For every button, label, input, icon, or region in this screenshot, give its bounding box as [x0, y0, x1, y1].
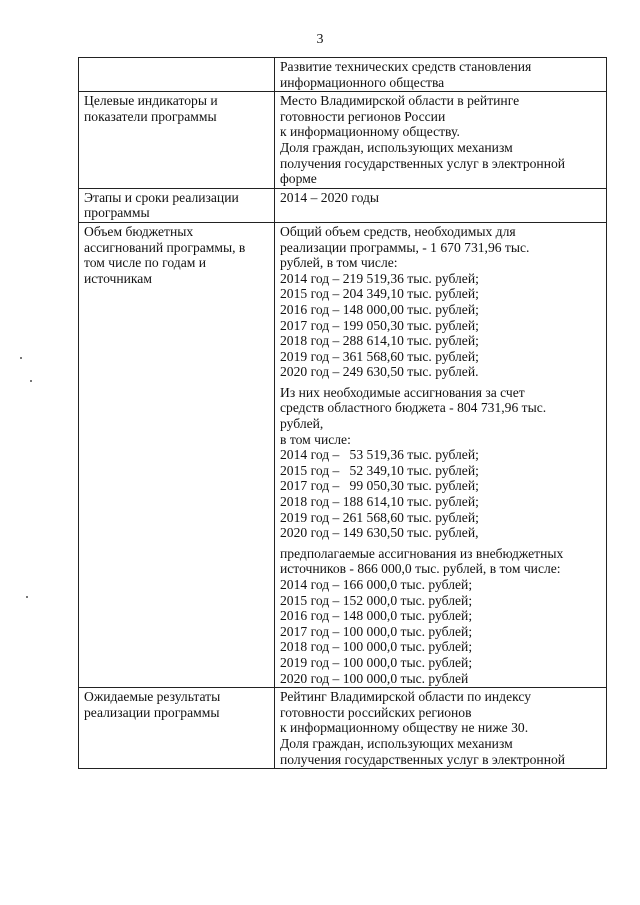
- label-line: Этапы и сроки реализации: [84, 189, 239, 205]
- table-row: [79, 222, 607, 687]
- row-label-cell: [79, 188, 275, 222]
- content-line: форме: [280, 171, 317, 187]
- content-line: 2016 год – 148 000,0 тыс. рублей;: [280, 608, 473, 624]
- label-line: реализации программы: [84, 704, 220, 720]
- row-content-cell: [275, 92, 607, 189]
- scan-speck: [20, 357, 22, 359]
- page-number: 3: [316, 32, 324, 47]
- content-line: Общий объем средств, необходимых для: [280, 223, 516, 239]
- program-passport-table: [78, 57, 607, 769]
- content-line: средств областного бюджета - 804 731,96 тыс.: [280, 400, 547, 416]
- content-line: 2019 год – 100 000,0 тыс. рублей;: [280, 654, 473, 670]
- label-line: Ожидаемые результаты: [84, 689, 221, 705]
- table-row: [79, 688, 607, 769]
- content-line: Из них необходимые ассигнования за счет: [280, 384, 525, 400]
- row-content-cell: [275, 688, 607, 769]
- content-line: 2014 – 2020 годы: [280, 189, 380, 205]
- content-line: к информационному обществу.: [280, 124, 460, 140]
- content-line: информационного общества: [280, 74, 445, 90]
- label-line: программы: [84, 205, 150, 221]
- content-line: Рейтинг Владимирской области по индексу: [280, 689, 532, 705]
- row-label-cell: [79, 58, 275, 92]
- content-line: 2020 год – 100 000,0 тыс. рублей: [280, 670, 469, 686]
- content-line: готовности российских регионов: [280, 704, 472, 720]
- content-line: 2015 год – 204 349,10 тыс. рублей;: [280, 286, 479, 302]
- content-line: 2019 год – 261 568,60 тыс. рублей;: [280, 509, 479, 525]
- content-line: 2016 год – 148 000,00 тыс. рублей;: [280, 301, 479, 317]
- label-line: Целевые индикаторы и: [84, 93, 218, 109]
- content-line: рублей,: [280, 416, 324, 432]
- content-line: 2015 год – 52 349,10 тыс. рублей;: [280, 462, 479, 478]
- content-line: 2019 год – 361 568,60 тыс. рублей;: [280, 348, 479, 364]
- content-line: 2017 год – 100 000,0 тыс. рублей;: [280, 623, 473, 639]
- content-line: получения государственных услуг в электронной: [280, 155, 566, 171]
- table-row: [79, 188, 607, 222]
- label-line: Объем бюджетных: [84, 223, 194, 239]
- content-line: предполагаемые ассигнования из внебюджетных: [280, 545, 564, 561]
- scan-speck: [30, 380, 32, 382]
- scan-speck: [26, 596, 28, 598]
- content-line: рублей, в том числе:: [280, 255, 398, 271]
- row-content-cell: [275, 58, 607, 92]
- table-row: [79, 58, 607, 92]
- content-line: реализации программы, - 1 670 731,96 тыс.: [280, 239, 530, 255]
- label-line: том числе по годам и: [84, 255, 206, 271]
- content-line: Доля граждан, использующих механизм: [280, 139, 513, 155]
- content-line: 2014 год – 166 000,0 тыс. рублей;: [280, 577, 473, 592]
- content-line: в том числе:: [280, 431, 351, 447]
- label-line: ассигнований программы, в: [84, 239, 246, 255]
- content-line: 2018 год – 188 614,10 тыс. рублей;: [280, 494, 479, 510]
- row-label-cell: [79, 688, 275, 769]
- content-line: 2017 год – 99 050,30 тыс. рублей;: [280, 478, 479, 494]
- row-label-cell: [79, 222, 275, 687]
- row-content-cell: [275, 222, 607, 687]
- content-line: 2017 год – 199 050,30 тыс. рублей;: [280, 317, 479, 333]
- content-line: 2018 год – 288 614,10 тыс. рублей;: [280, 333, 479, 349]
- content-line: 2018 год – 100 000,0 тыс. рублей;: [280, 639, 473, 655]
- content-line: Развитие технических средств становления: [280, 59, 532, 74]
- label-line: источникам: [84, 270, 152, 286]
- content-line: 2020 год – 149 630,50 тыс. рублей,: [280, 525, 479, 541]
- content-line: 2014 год – 53 519,36 тыс. рублей;: [280, 447, 479, 463]
- content-line: получения государственных услуг в электронной: [280, 751, 566, 767]
- content-line: 2015 год – 152 000,0 тыс. рублей;: [280, 592, 473, 608]
- row-content-cell: [275, 188, 607, 222]
- row-label-cell: [79, 92, 275, 189]
- content-line: Место Владимирской области в рейтинге: [280, 93, 520, 109]
- content-line: к информационному обществу не ниже 30.: [280, 720, 529, 736]
- table-row: [79, 92, 607, 189]
- content-line: готовности регионов России: [280, 108, 446, 124]
- content-line: источников - 866 000,0 тыс. рублей, в том числе:: [280, 561, 561, 577]
- content-line: 2014 год – 219 519,36 тыс. рублей;: [280, 270, 479, 286]
- table-body: [79, 58, 607, 769]
- content-line: 2020 год – 249 630,50 тыс. рублей.: [280, 364, 479, 380]
- content-line: Доля граждан, использующих механизм: [280, 735, 513, 751]
- label-line: показатели программы: [84, 108, 217, 124]
